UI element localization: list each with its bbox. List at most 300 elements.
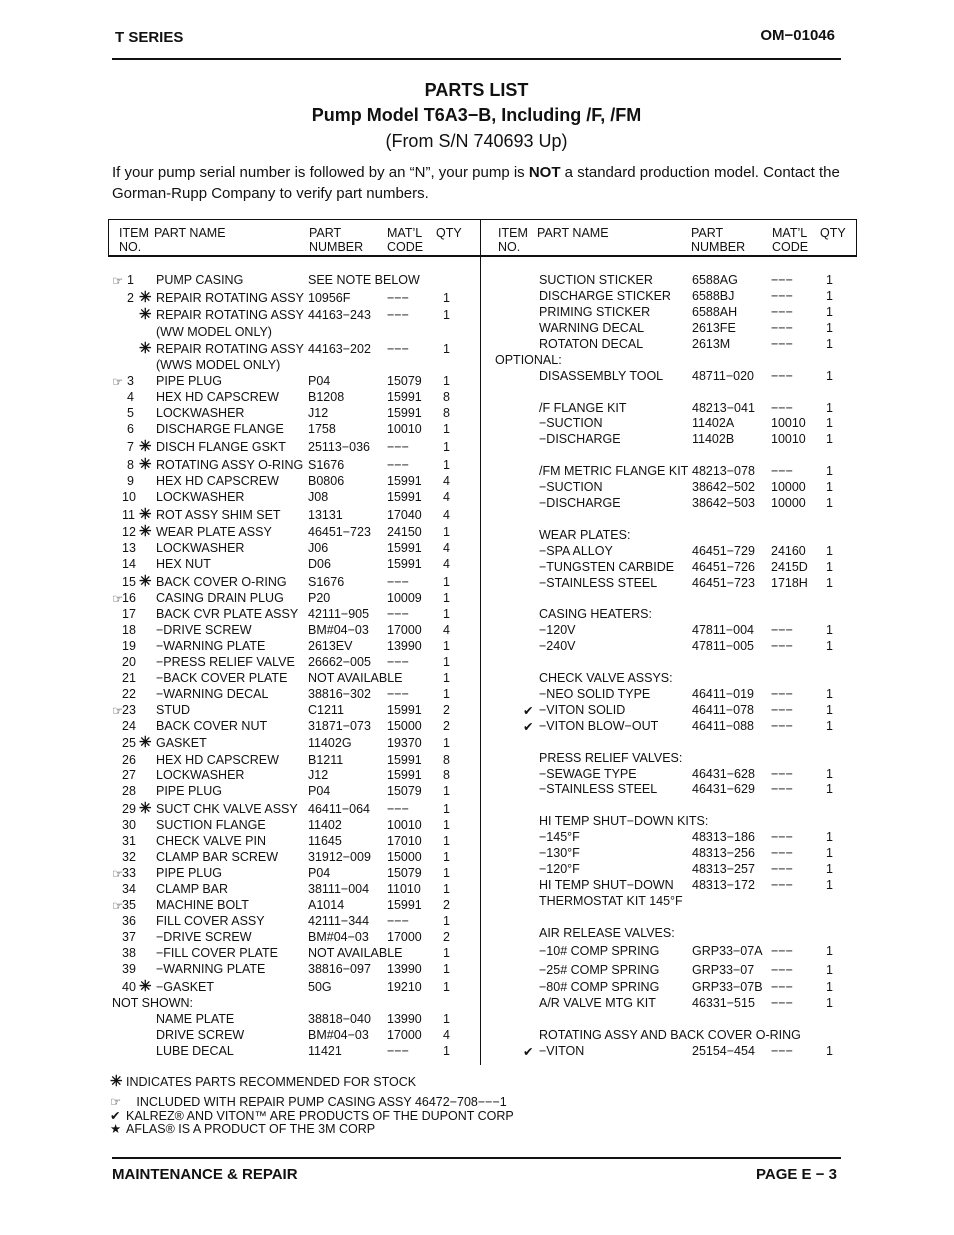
item-number: 4 xyxy=(127,390,134,404)
part-name: /FM METRIC FLANGE KIT xyxy=(539,464,689,478)
part-name: HEX HD CAPSCREW xyxy=(156,474,279,488)
pointing-hand-icon: ☞ xyxy=(110,1095,122,1109)
part-name: MACHINE BOLT xyxy=(156,898,249,912)
asterisk-icon: ✳ xyxy=(139,800,152,817)
part-name: −STAINLESS STEEL xyxy=(539,576,658,590)
item-number: 40 xyxy=(122,980,136,994)
part-number: 31912−009 xyxy=(308,850,371,864)
asterisk-icon: ✳ xyxy=(139,978,152,995)
material-code: 13990 xyxy=(387,962,422,976)
part-number: B1208 xyxy=(308,390,345,404)
item-number: 6 xyxy=(127,422,134,436)
quantity: 1 xyxy=(826,830,833,844)
part-name: ROTATON DECAL xyxy=(539,337,644,351)
material-code: −−− xyxy=(771,996,793,1010)
asterisk-icon: ✳ xyxy=(139,340,152,357)
part-name: HEX HD CAPSCREW xyxy=(156,390,279,404)
part-name: FILL COVER ASSY xyxy=(156,914,265,928)
quantity: 1 xyxy=(443,946,450,960)
material-code: 10000 xyxy=(771,480,806,494)
material-code: −−− xyxy=(771,623,793,637)
item-number: 10 xyxy=(122,490,136,504)
quantity: 1 xyxy=(826,480,833,494)
left-item-no-header: ITEM NO. xyxy=(119,226,149,254)
part-number: 6588BJ xyxy=(692,289,735,303)
footer-rule xyxy=(112,1157,841,1159)
material-code: 15991 xyxy=(387,753,422,767)
item-number: 29 xyxy=(122,802,136,816)
part-number: S1676 xyxy=(308,575,345,589)
left-part-name-header: PART NAME xyxy=(154,226,226,240)
part-name: −VITON xyxy=(539,1044,585,1058)
asterisk-icon: ✳ xyxy=(139,289,152,306)
part-name: LOCKWASHER xyxy=(156,768,245,782)
quantity: 4 xyxy=(443,474,450,488)
part-name: CASING HEATERS: xyxy=(539,607,652,621)
item-number: 30 xyxy=(122,818,136,832)
material-code: −−− xyxy=(771,687,793,701)
part-name: DISCHARGE FLANGE xyxy=(156,422,284,436)
material-code: −−− xyxy=(387,291,409,305)
quantity: 1 xyxy=(443,374,450,388)
material-code: −−− xyxy=(771,273,793,287)
material-code: 13990 xyxy=(387,1012,422,1026)
item-number: 3 xyxy=(127,374,134,388)
asterisk-icon: ✳ xyxy=(139,506,152,523)
material-code: −−− xyxy=(387,458,409,472)
quantity: 1 xyxy=(443,882,450,896)
item-number: 31 xyxy=(122,834,136,848)
part-name: −130°F xyxy=(539,846,580,860)
footer-page-number: PAGE E − 3 xyxy=(755,1166,837,1183)
part-number: 31871−073 xyxy=(308,719,371,733)
asterisk-icon: ✳ xyxy=(139,456,152,473)
part-name: DISCHARGE STICKER xyxy=(539,289,671,303)
part-name: WEAR PLATE ASSY xyxy=(156,525,272,539)
part-number: J12 xyxy=(308,406,329,420)
part-name: HI TEMP SHUT−DOWN KITS: xyxy=(539,814,709,828)
quantity: 4 xyxy=(443,541,450,555)
quantity: 1 xyxy=(826,273,833,287)
item-number: 13 xyxy=(122,541,136,555)
material-code: 2415D xyxy=(771,560,808,574)
left-qty-header: QTY xyxy=(436,226,462,240)
part-number: 46411−078 xyxy=(692,703,754,717)
pointing-hand-icon: ☞ xyxy=(112,375,124,389)
part-number: 46331−515 xyxy=(692,996,755,1010)
part-number: 25113−036 xyxy=(308,440,370,454)
right-part-name-header: PART NAME xyxy=(537,226,609,240)
pointing-hand-icon: ☞ xyxy=(112,704,124,718)
part-name: REPAIR ROTATING ASSY xyxy=(156,342,304,356)
material-code: 19370 xyxy=(387,736,422,750)
part-name: SUCTION FLANGE xyxy=(156,818,266,832)
part-number: 48711−020 xyxy=(692,369,754,383)
part-name: −FILL COVER PLATE xyxy=(156,946,278,960)
quantity: 1 xyxy=(443,440,450,454)
quantity: 1 xyxy=(443,1044,450,1058)
part-number: A1014 xyxy=(308,898,345,912)
item-number: 7 xyxy=(127,440,134,454)
quantity: 1 xyxy=(826,767,833,781)
part-name: BACK COVER NUT xyxy=(156,719,268,733)
footnote-dupont: ✔ KALREZ® AND VITON™ ARE PRODUCTS OF THE DUPONT CORP xyxy=(110,1109,514,1123)
quantity: 1 xyxy=(443,687,450,701)
pump-model-title: Pump Model T6A3−B, Including /F, /FM xyxy=(311,105,642,125)
part-name: NAME PLATE xyxy=(156,1012,235,1026)
part-name: −WARNING PLATE xyxy=(156,962,266,976)
material-code: −−− xyxy=(771,401,793,415)
material-code: 24150 xyxy=(387,525,422,539)
part-name: PRIMING STICKER xyxy=(539,305,651,319)
asterisk-icon: ✳ xyxy=(139,734,152,751)
material-code: 10010 xyxy=(387,818,422,832)
quantity: 1 xyxy=(826,305,833,319)
quantity: 1 xyxy=(826,401,833,415)
item-number: 15 xyxy=(122,575,136,589)
material-code: −−− xyxy=(387,802,409,816)
item-number: 1 xyxy=(127,273,134,287)
quantity: 1 xyxy=(443,525,450,539)
part-number: 42111−905 xyxy=(308,607,370,621)
item-number: 25 xyxy=(122,736,136,750)
quantity: 1 xyxy=(443,834,450,848)
part-number: 38818−040 xyxy=(308,1012,371,1026)
part-number: P04 xyxy=(308,866,331,880)
material-code: −−− xyxy=(387,607,409,621)
part-number: 46411−088 xyxy=(692,719,754,733)
material-code: 15079 xyxy=(387,784,422,798)
material-code: −−− xyxy=(771,639,793,653)
part-number: BM#04−03 xyxy=(308,623,369,637)
part-name: CASING DRAIN PLUG xyxy=(156,591,284,605)
part-number: 1758 xyxy=(308,422,336,436)
material-code: −−− xyxy=(771,321,793,335)
part-number: 2613FE xyxy=(692,321,736,335)
item-number: 23 xyxy=(122,703,136,717)
material-code: 15991 xyxy=(387,541,422,555)
material-code: 15991 xyxy=(387,768,422,782)
part-name: HEX NUT xyxy=(156,557,211,571)
quantity: 1 xyxy=(826,782,833,796)
quantity: 1 xyxy=(443,591,450,605)
material-code: 15991 xyxy=(387,490,422,504)
item-number: 35 xyxy=(122,898,136,912)
part-number: 38642−502 xyxy=(692,480,755,494)
item-number: 34 xyxy=(122,882,136,896)
material-code: −−− xyxy=(771,963,793,977)
part-name: −VITON SOLID xyxy=(539,703,626,717)
page-title: PARTS LIST xyxy=(424,80,529,100)
left-material-code-header: MAT’L CODE xyxy=(387,226,424,254)
part-name: −SPA ALLOY xyxy=(539,544,613,558)
column-divider xyxy=(480,219,481,1065)
quantity: 1 xyxy=(826,416,833,430)
part-name: STUD xyxy=(156,703,191,717)
quantity: 1 xyxy=(826,862,833,876)
quantity: 2 xyxy=(443,719,450,733)
part-name: −DISCHARGE xyxy=(539,496,621,510)
quantity: 2 xyxy=(443,930,450,944)
part-name: PUMP CASING xyxy=(156,273,244,287)
material-code: −−− xyxy=(387,914,409,928)
footer-section: MAINTENANCE & REPAIR xyxy=(112,1166,298,1183)
quantity: 1 xyxy=(443,802,450,816)
part-name: CLAMP BAR xyxy=(156,882,229,896)
part-number: 11402 xyxy=(308,818,342,832)
asterisk-icon: ✳ xyxy=(139,306,152,323)
part-name: CHECK VALVE ASSYS: xyxy=(539,671,673,685)
part-name: AIR RELEASE VALVES: xyxy=(539,926,675,940)
part-number: 50G xyxy=(308,980,332,994)
part-name: −TUNGSTEN CARBIDE xyxy=(539,560,675,574)
quantity: 1 xyxy=(826,980,833,994)
part-name: −DISCHARGE xyxy=(539,432,621,446)
material-code: −−− xyxy=(771,719,793,733)
footnote-stock: ✳ INDICATES PARTS RECOMMENDED FOR STOCK xyxy=(110,1073,417,1090)
part-name: −SUCTION xyxy=(539,416,603,430)
item-number: 38 xyxy=(122,946,136,960)
quantity: 1 xyxy=(826,703,833,717)
part-name: −STAINLESS STEEL xyxy=(539,782,658,796)
quantity: 2 xyxy=(443,703,450,717)
part-number: P04 xyxy=(308,784,331,798)
quantity: 1 xyxy=(443,342,450,356)
quantity: 1 xyxy=(826,639,833,653)
part-name: REPAIR ROTATING ASSY xyxy=(156,308,304,322)
quantity: 4 xyxy=(443,623,450,637)
material-code: −−− xyxy=(771,782,793,796)
quantity: 1 xyxy=(826,464,833,478)
right-material-code-header: MAT’L CODE xyxy=(772,226,809,254)
part-number: 44163−243 xyxy=(308,308,371,322)
part-name: −10# COMP SPRING xyxy=(539,944,660,958)
quantity: 1 xyxy=(826,369,833,383)
part-number: 48213−078 xyxy=(692,464,755,478)
quantity: 1 xyxy=(826,576,833,590)
part-name: −DRIVE SCREW xyxy=(156,930,252,944)
part-number: P04 xyxy=(308,374,331,388)
quantity: 1 xyxy=(826,623,833,637)
quantity: 1 xyxy=(826,337,833,351)
part-number: 38642−503 xyxy=(692,496,755,510)
material-code: −−− xyxy=(387,687,409,701)
material-code: 19210 xyxy=(387,980,422,994)
quantity: 1 xyxy=(443,291,450,305)
material-code: −−− xyxy=(771,767,793,781)
item-number: 28 xyxy=(122,784,136,798)
material-code: 10010 xyxy=(771,432,806,446)
part-name: DISCH FLANGE GSKT xyxy=(156,440,286,454)
asterisk-icon: ✳ xyxy=(110,1073,123,1090)
quantity: 1 xyxy=(826,544,833,558)
quantity: 1 xyxy=(826,560,833,574)
section-heading: NOT SHOWN: xyxy=(112,996,194,1010)
material-code: −−− xyxy=(387,342,409,356)
left-part-number-header: PART NUMBER xyxy=(309,226,364,254)
part-number: 11402A xyxy=(692,416,735,430)
part-name: −80# COMP SPRING xyxy=(539,980,660,994)
material-code: −−− xyxy=(387,308,409,322)
part-number: 26662−005 xyxy=(308,655,371,669)
material-code: 17040 xyxy=(387,508,422,522)
pointing-hand-icon: ☞ xyxy=(112,274,124,288)
part-number: J08 xyxy=(308,490,329,504)
header-document-number: OM−01046 xyxy=(760,27,835,44)
part-name: −25# COMP SPRING xyxy=(539,963,660,977)
part-name: −WARNING DECAL xyxy=(156,687,269,701)
part-name: HEX HD CAPSCREW xyxy=(156,753,279,767)
part-number: S1676 xyxy=(308,458,345,472)
quantity: 4 xyxy=(443,1028,450,1042)
quantity: 8 xyxy=(443,390,450,404)
material-code: −−− xyxy=(771,289,793,303)
material-code: −−− xyxy=(771,862,793,876)
check-mark-icon: ✔ xyxy=(523,704,534,718)
item-number: 9 xyxy=(127,474,134,488)
item-number: 36 xyxy=(122,914,136,928)
part-number: 2613EV xyxy=(308,639,353,653)
check-mark-icon: ✔ xyxy=(110,1109,121,1123)
part-name: SUCTION STICKER xyxy=(539,273,653,287)
intro-paragraph xyxy=(112,162,847,204)
part-name: PRESS RELIEF VALVES: xyxy=(539,751,683,765)
part-number: 47811−004 xyxy=(692,623,754,637)
item-number: 20 xyxy=(122,655,136,669)
part-name: CLAMP BAR SCREW xyxy=(156,850,279,864)
item-number: 11 xyxy=(122,508,135,522)
material-code: 17000 xyxy=(387,930,422,944)
item-number: 33 xyxy=(122,866,136,880)
right-part-number-header: PART NUMBER xyxy=(691,226,746,254)
material-code: −−− xyxy=(771,305,793,319)
material-code: 17000 xyxy=(387,1028,422,1042)
part-name: ROTATING ASSY O-RING xyxy=(156,458,304,472)
part-name: WARNING DECAL xyxy=(539,321,645,335)
quantity: 1 xyxy=(443,655,450,669)
part-number: 11421 xyxy=(308,1044,342,1058)
part-name: ROTATING ASSY AND BACK COVER O-RING xyxy=(539,1028,801,1042)
item-number: 12 xyxy=(122,525,136,539)
part-name: −WARNING PLATE xyxy=(156,639,266,653)
intro-text-after: a standard production model. Contact the Gorman-Rupp Company to verify part numbers. xyxy=(112,164,840,202)
part-number: 47811−005 xyxy=(692,639,754,653)
part-number: J06 xyxy=(308,541,329,555)
part-name: −145°F xyxy=(539,830,580,844)
part-name: −SEWAGE TYPE xyxy=(539,767,637,781)
serial-range-subtitle: (From S/N 740693 Up) xyxy=(385,131,568,151)
part-number: B0806 xyxy=(308,474,345,488)
material-code: −−− xyxy=(771,1044,793,1058)
item-number: 21 xyxy=(122,671,136,685)
quantity: 1 xyxy=(443,980,450,994)
part-number: 25154−454 xyxy=(692,1044,755,1058)
material-code: −−− xyxy=(771,846,793,860)
part-name: LOCKWASHER xyxy=(156,490,245,504)
item-number: 17 xyxy=(122,607,136,621)
part-number: 38111−004 xyxy=(308,882,370,896)
item-number: 19 xyxy=(122,639,136,653)
item-number: 27 xyxy=(122,768,136,782)
part-name: −SUCTION xyxy=(539,480,603,494)
quantity: 1 xyxy=(443,736,450,750)
item-number: 37 xyxy=(122,930,136,944)
part-name: −GASKET xyxy=(156,980,215,994)
check-mark-icon: ✔ xyxy=(523,1045,534,1059)
item-number: 16 xyxy=(122,591,136,605)
material-code: 15079 xyxy=(387,866,422,880)
item-number: 32 xyxy=(122,850,136,864)
material-code: −−− xyxy=(387,440,409,454)
asterisk-icon: ✳ xyxy=(139,523,152,540)
part-number: 44163−202 xyxy=(308,342,371,356)
part-number: 11402B xyxy=(692,432,735,446)
part-name: −120°F xyxy=(539,862,580,876)
quantity: 1 xyxy=(826,944,833,958)
part-name: REPAIR ROTATING ASSY xyxy=(156,291,304,305)
part-number: B1211 xyxy=(308,753,344,767)
quantity: 1 xyxy=(826,1044,833,1058)
quantity: 8 xyxy=(443,406,450,420)
part-number: GRP33−07B xyxy=(692,980,763,994)
part-number: 46431−628 xyxy=(692,767,755,781)
quantity: 4 xyxy=(443,490,450,504)
part-number: 46431−629 xyxy=(692,782,755,796)
quantity: 1 xyxy=(443,1012,450,1026)
quantity: 1 xyxy=(443,671,450,685)
material-code: 15991 xyxy=(387,898,422,912)
part-number: 38816−302 xyxy=(308,687,371,701)
intro-text-before: If your pump serial number is followed by an “N”, your pump is xyxy=(112,164,529,181)
part-number: SEE NOTE BELOW xyxy=(308,273,420,287)
quantity: 1 xyxy=(443,458,450,472)
section-heading: OPTIONAL: xyxy=(495,353,562,367)
part-name: −PRESS RELIEF VALVE xyxy=(156,655,295,669)
quantity: 8 xyxy=(443,753,450,767)
material-code: −−− xyxy=(771,980,793,994)
material-code: −−− xyxy=(771,369,793,383)
asterisk-icon: ✳ xyxy=(139,573,152,590)
part-number: 48313−186 xyxy=(692,830,755,844)
part-number: 11645 xyxy=(308,834,342,848)
star-icon: ★ xyxy=(110,1122,122,1136)
check-mark-icon: ✔ xyxy=(523,720,534,734)
material-code: 10010 xyxy=(387,422,422,436)
part-number: 2613M xyxy=(692,337,731,351)
item-number: 22 xyxy=(122,687,136,701)
part-name: −BACK COVER PLATE xyxy=(156,671,288,685)
part-number: 10956F xyxy=(308,291,351,305)
part-name: −NEO SOLID TYPE xyxy=(539,687,651,701)
intro-emphasis: NOT xyxy=(528,164,561,181)
header-series: T SERIES xyxy=(115,29,184,46)
material-code: 13990 xyxy=(387,639,422,653)
part-name: (WWS MODEL ONLY) xyxy=(156,358,281,372)
material-code: 15991 xyxy=(387,474,422,488)
material-code: −−− xyxy=(771,337,793,351)
part-name: DISASSEMBLY TOOL xyxy=(539,369,664,383)
part-number: 46411−064 xyxy=(308,802,370,816)
material-code: 10000 xyxy=(771,496,806,510)
part-number: D06 xyxy=(308,557,331,571)
quantity: 1 xyxy=(443,422,450,436)
quantity: 1 xyxy=(443,575,450,589)
right-qty-header: QTY xyxy=(820,226,846,240)
quantity: 1 xyxy=(443,850,450,864)
part-number: GRP33−07A xyxy=(692,944,763,958)
item-number: 18 xyxy=(122,623,136,637)
part-number: 42111−344 xyxy=(308,914,370,928)
